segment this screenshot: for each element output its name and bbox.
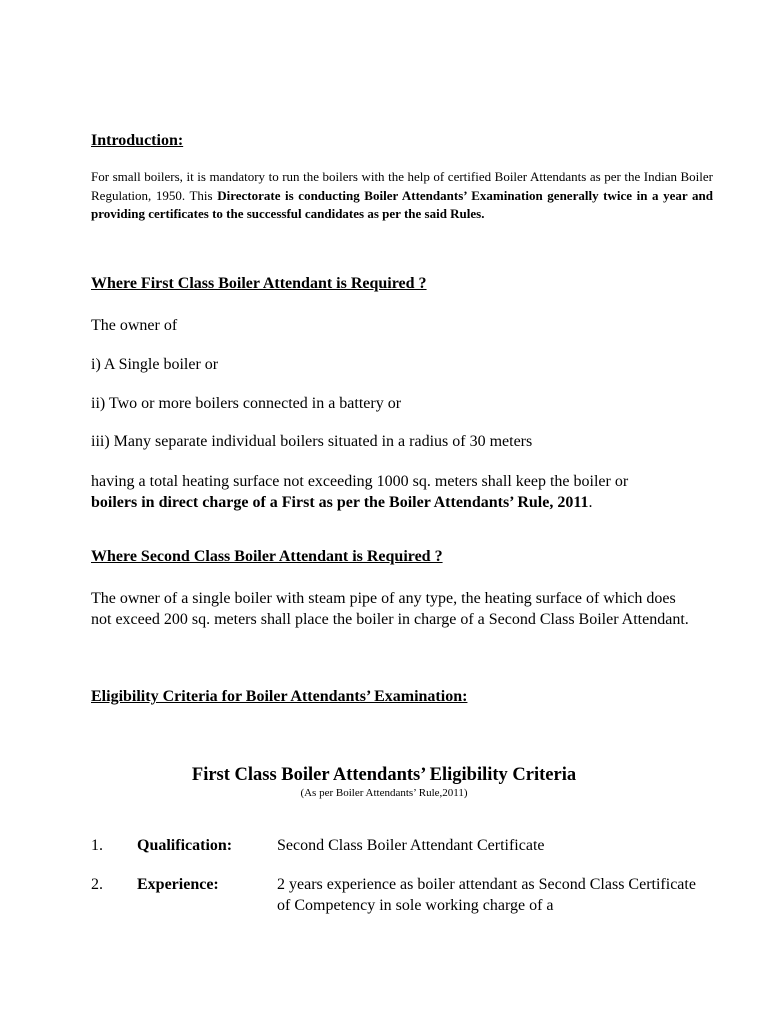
criteria-row-label: Qualification:: [137, 837, 233, 854]
second-class-heading: Where Second Class Boiler Attendant is Required ?: [91, 548, 443, 565]
eligibility-heading: Eligibility Criteria for Boiler Attendants’ Examination:: [91, 688, 468, 705]
criteria-row-number: 1.: [91, 837, 103, 854]
criteria-row-value: 2 years experience as boiler attendant as Second Class Certificate of Competency in sole working charge of a: [277, 876, 696, 914]
first-class-item-3: iii) Many separate individual boilers situated in a radius of 30 meters: [91, 433, 533, 450]
first-class-closing-bold: boilers in direct charge of a First as per the Boiler Attendants’ Rule, 2011: [91, 494, 589, 511]
introduction-text: For small boilers, it is mandatory to run the boilers with the help of certified Boiler Attendants as per the Indian Boiler Regulation, 1950. This: [91, 169, 713, 203]
first-class-closing-line-1: having a total heating surface not exceeding 1000 sq. meters shall keep the boiler or: [91, 473, 629, 490]
first-class-owner: The owner of: [91, 317, 178, 334]
first-class-heading: Where First Class Boiler Attendant is Required ?: [91, 275, 427, 292]
first-class-item-2: ii) Two or more boilers connected in a battery or: [91, 395, 402, 412]
first-class-closing: [91, 471, 721, 513]
criteria-subtitle: (As per Boiler Attendants’ Rule,2011): [300, 787, 468, 799]
criteria-title: First Class Boiler Attendants’ Eligibility Criteria: [191, 765, 577, 785]
introduction-paragraph: [91, 168, 713, 224]
criteria-row-value: Second Class Boiler Attendant Certificate: [277, 837, 545, 854]
first-class-closing-end: .: [588, 494, 593, 511]
introduction-text-bold: Directorate is conducting Boiler Attendants’ Examination generally twice in a year and providing certificates to the successful candidates as per the said Rules.: [91, 187, 713, 221]
criteria-row-label: Experience:: [137, 876, 219, 893]
first-class-item-1: i) A Single boiler or: [91, 356, 219, 373]
introduction-heading: Introduction:: [91, 132, 184, 149]
second-class-paragraph: The owner of a single boiler with steam pipe of any type, the heating surface of which does not exceed 200 sq. meters shall place the boiler in charge of a Second Class Boiler Attendant.: [91, 590, 689, 628]
criteria-row-number: 2.: [91, 876, 103, 893]
